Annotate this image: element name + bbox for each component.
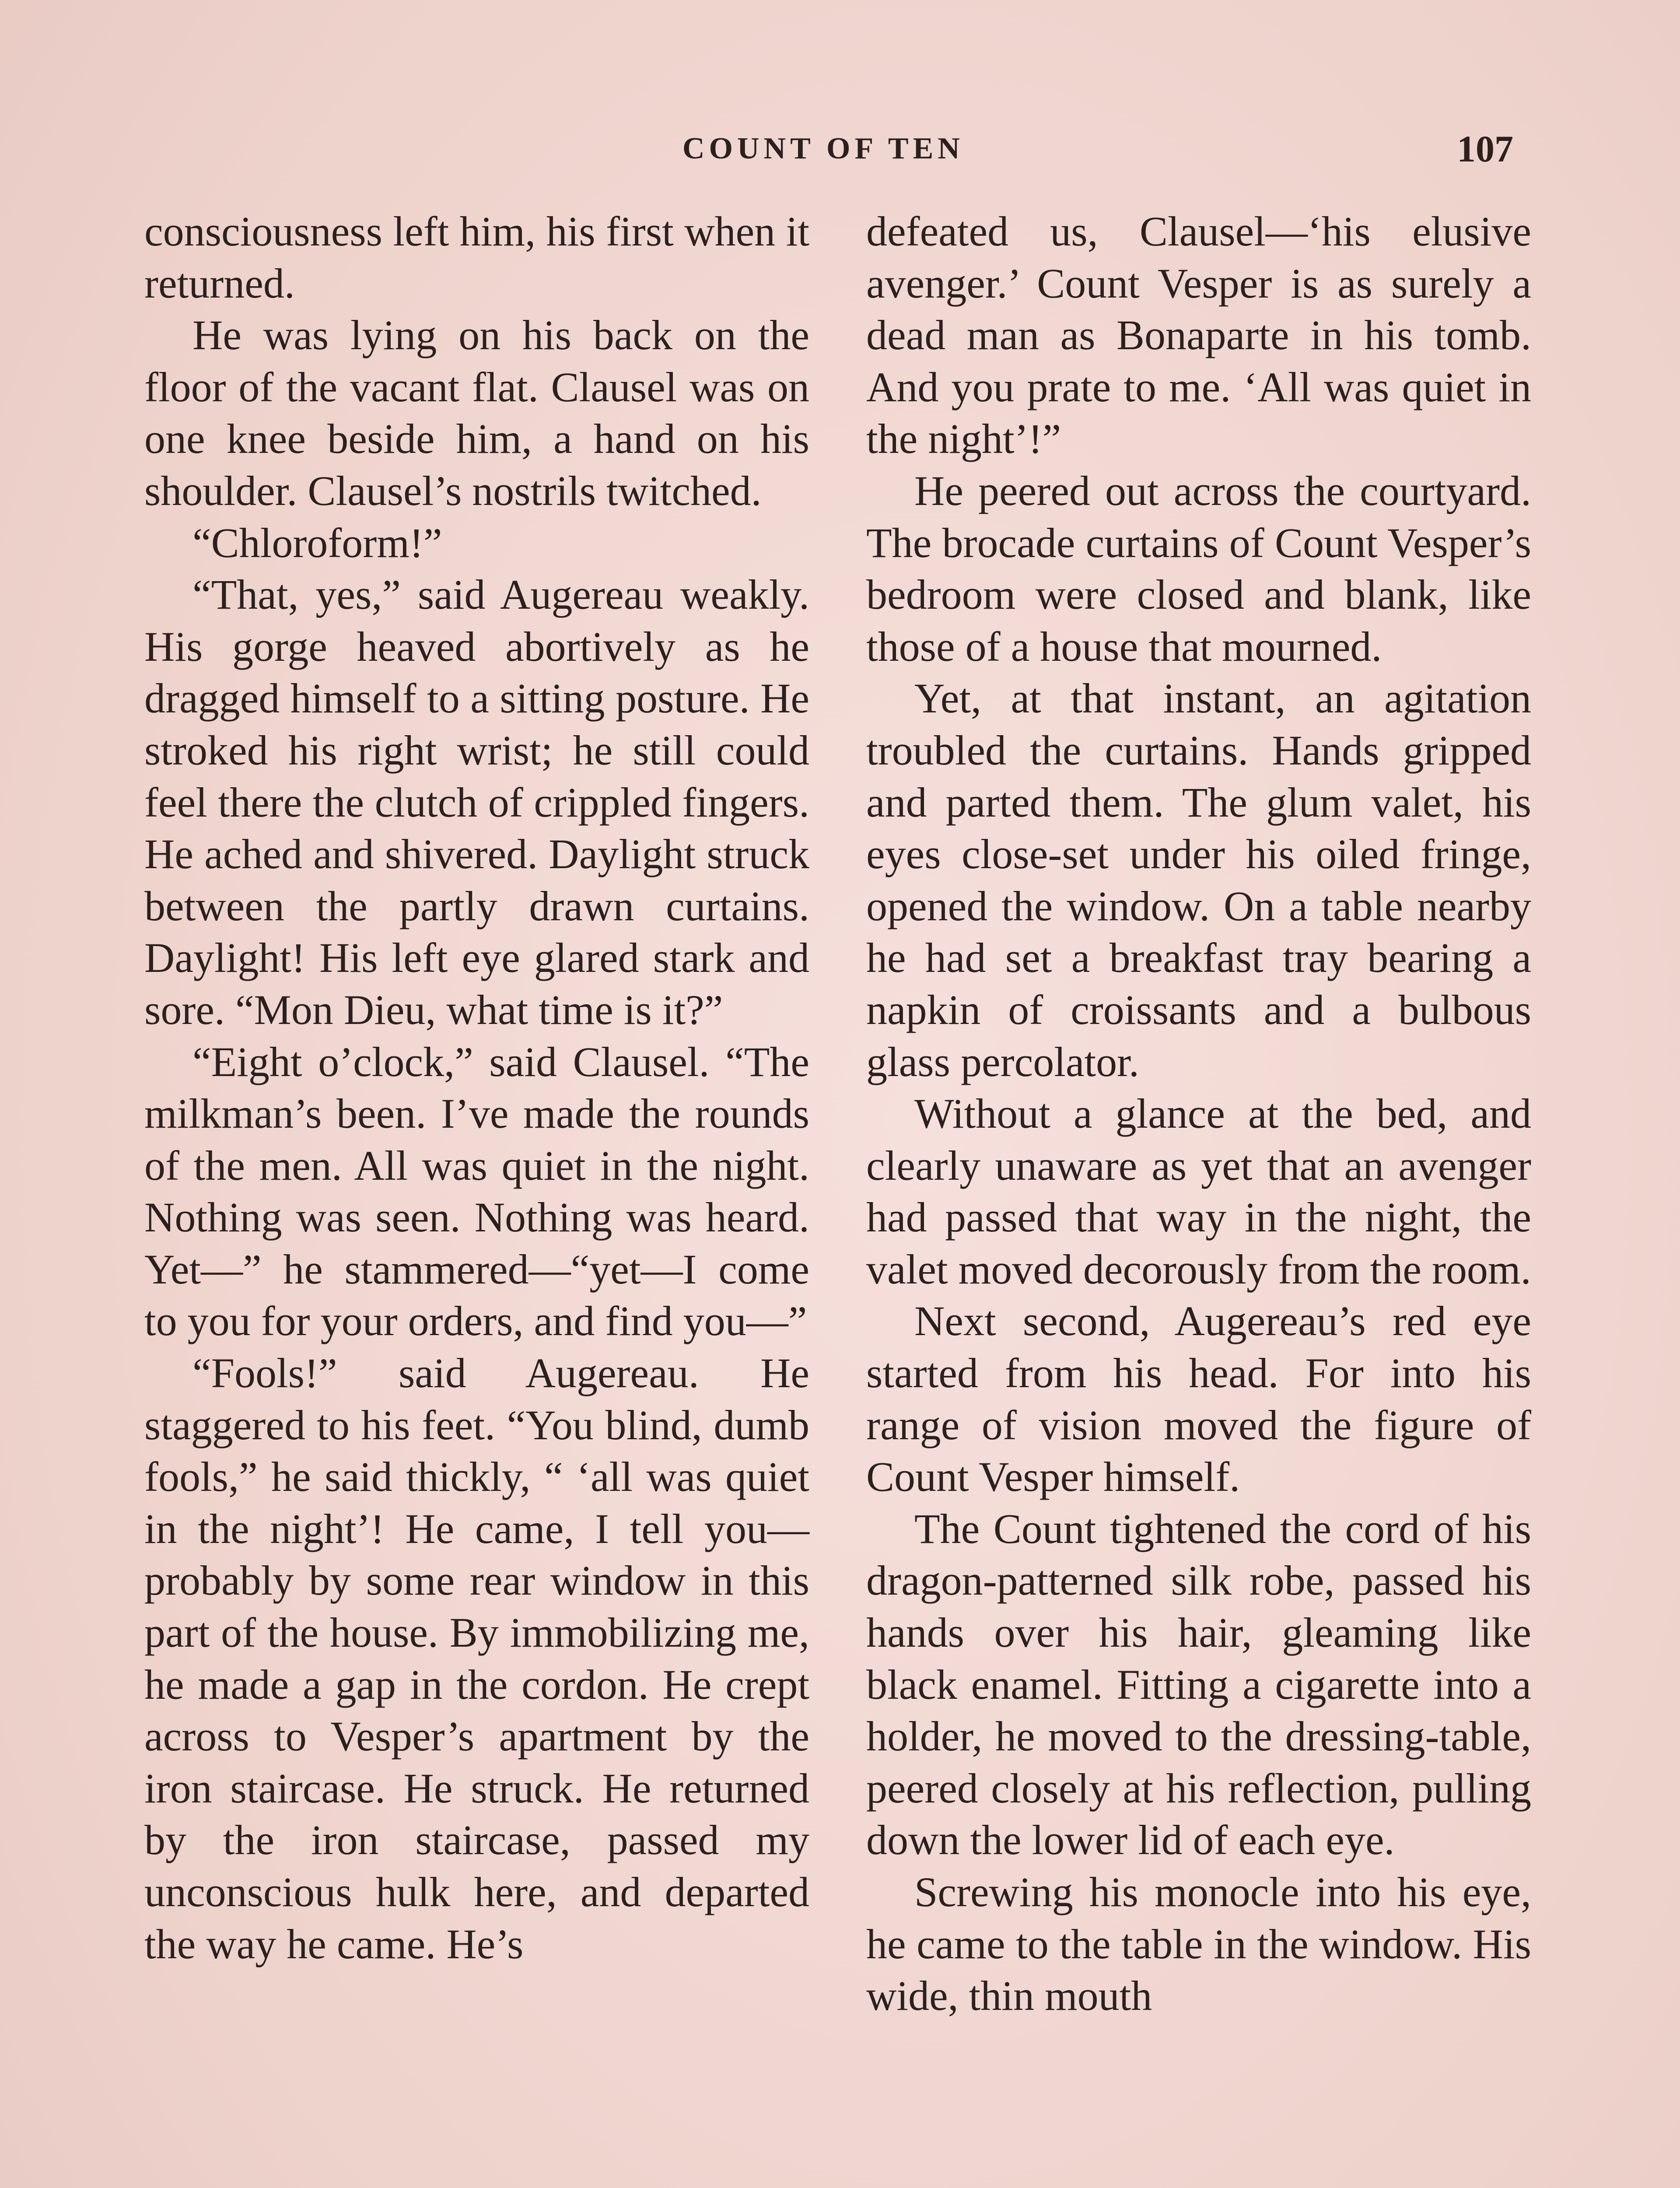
paragraph: Screwing his monocle into his eye, he came to the table in the window. His wide, thin mouth <box>866 1869 1531 2020</box>
paragraph: “Fools!” said Augereau. He staggered to his feet. “You blind, dumb fools,” he said thickly, “ ‘all was quiet in the night’! He came, I tell you—probably by some rear window in this part of the house. By immobilizing me, he made a gap in the cordon. He crept across to Vesper’s apartment by the iron staircase. He struck. He returned by the iron staircase, passed my unconscious hulk here, and departed the way he came. He’s <box>144 1350 809 1967</box>
paragraph: Without a glance at the bed, and clearly unaware as yet that an avenger had passed that way in the night, the valet moved decorously from the room. <box>866 1090 1531 1293</box>
paragraph: He peered out across the courtyard. The brocade curtains of Count Vesper’s bedroom were closed and blank, like those of a house that mourned. <box>866 467 1531 670</box>
paragraph: defeated us, Clausel—‘his elusive avenger.’ Count Vesper is as surely a dead man as Bonaparte in his tomb. And you prate to me. ‘All was quiet in the night’!” <box>866 208 1531 463</box>
paragraph: “Chloroform!” <box>192 519 442 566</box>
paragraph: He was lying on his back on the floor of the vacant flat. Clausel was on one knee beside him, a hand on his shoulder. Clausel’s nostrils twitched. <box>144 312 809 514</box>
paragraph: consciousness left him, his first when it returned. <box>144 208 809 307</box>
paragraph: The Count tightened the cord of his dragon-patterned silk robe, passed his hands over his hair, gleaming like black enamel. Fitting a cigarette into a holder, he moved to the dressing-table, peered closely at his reflection, pulling down the lower lid of each eye. <box>866 1505 1531 1864</box>
running-head: COUNT OF TEN <box>682 132 964 165</box>
paragraph: “Eight o’clock,” said Clausel. “The milkman’s been. I’ve made the rounds of the men. All was quiet in the night. Nothing was seen. Nothing was heard. Yet—” he stammered—“yet—I come to you for your orders, and find you—” <box>144 1038 809 1345</box>
right-column <box>866 206 1531 2022</box>
paragraph: Yet, at that instant, an agitation troubled the curtains. Hands gripped and parted them. The glum valet, his eyes close-set under his oiled fringe, opened the window. On a table nearby he had set a breakfast tray bearing a napkin of croissants and a bulbous glass percolator. <box>866 675 1531 1085</box>
page-number: 107 <box>1457 128 1513 170</box>
left-column <box>144 206 809 1970</box>
paragraph: “That, yes,” said Augereau weakly. His gorge heaved abortively as he dragged himself to a sitting posture. He stroked his right wrist; he still could feel there the clutch of crippled fingers. He ached and shivered. Daylight struck between the partly drawn curtains. Daylight! His left eye glared stark and sore. “Mon Dieu, what time is it?” <box>144 571 809 1033</box>
paragraph: Next second, Augereau’s red eye started from his head. For into his range of vision moved the figure of Count Vesper himself. <box>866 1297 1531 1501</box>
